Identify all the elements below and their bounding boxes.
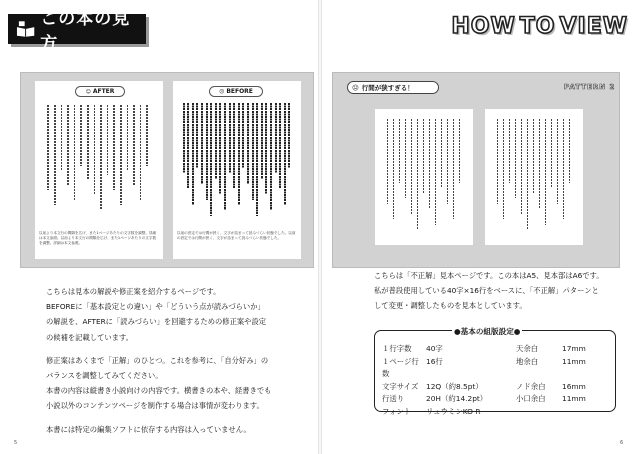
text-column <box>533 119 534 193</box>
text-column <box>80 105 82 166</box>
text-column <box>206 103 208 200</box>
title-word-1: HOW <box>451 14 516 39</box>
text-column <box>238 103 240 205</box>
text-column <box>417 119 418 230</box>
sample-spread-before-after <box>20 72 314 268</box>
text-column <box>94 105 96 195</box>
text-column <box>459 119 460 183</box>
header-badge-text: この本の見方 <box>40 9 131 54</box>
text-column <box>252 103 254 200</box>
before-text-columns <box>181 103 293 221</box>
text-column <box>270 103 272 210</box>
right-page-number: 6 <box>620 440 624 446</box>
text-column <box>233 103 235 189</box>
right-explanation: こちらは「不正解」見本ページです。この本はA5、見本部はA6です。 私が普段使用している40字×16行をベースに、「不正解」パターンと して変更・調整したものを見本としています。 <box>374 271 604 311</box>
text-column <box>67 105 69 185</box>
text-column <box>497 119 498 204</box>
before-note: 以前の設定では行間が狭く、文字が詰まって読みづらい状態でした。以前の設定では行間が狭く、文字が詰まって読みづらい状態でした。 <box>177 231 296 240</box>
text-column <box>447 119 448 204</box>
text-column <box>100 105 102 210</box>
text-column <box>435 119 436 225</box>
text-column <box>275 103 277 173</box>
text-column <box>551 119 552 188</box>
text-column <box>539 119 540 209</box>
text-column <box>521 119 522 214</box>
text-column <box>127 105 129 170</box>
before-sample-page <box>173 81 301 259</box>
text-column <box>120 105 122 205</box>
text-column <box>133 105 135 185</box>
left-explanation <box>46 284 316 445</box>
text-column <box>515 119 516 198</box>
left-paragraph-2: 修正案はあくまで「正解」のひとつ。これを参考に、「自分好み」の バランスを調整してみてください。 本書の内容は縦書き小説向けの内容です。横書きの本や、経書きでも 小説以外のコンテンツページを制作する場合は事情が変わります。 <box>46 355 272 411</box>
text-column <box>557 119 558 204</box>
pattern-sample-page-left <box>375 109 473 245</box>
open-book-icon <box>16 21 35 37</box>
text-column <box>509 119 510 183</box>
spec-title: ●基本の組版設定● <box>454 327 521 336</box>
spec-row: 行送り 20H（約14.2pt） 小口余白 11mm <box>382 394 586 403</box>
text-column <box>453 119 454 219</box>
text-column <box>215 103 217 179</box>
text-column <box>107 105 109 175</box>
spec-row: １ページ行数 16行 地余白 11mm <box>382 356 586 378</box>
text-column <box>387 119 388 204</box>
text-column <box>219 103 221 194</box>
text-column <box>265 103 267 194</box>
text-column <box>229 103 231 173</box>
text-column <box>196 103 198 168</box>
text-column <box>279 103 281 189</box>
text-column <box>74 105 76 200</box>
text-column <box>146 105 148 166</box>
text-column <box>284 103 286 205</box>
text-column <box>242 103 244 168</box>
text-column <box>183 103 185 173</box>
text-column <box>54 105 56 205</box>
after-label: ☺ AFTER <box>75 86 125 97</box>
spec-row: フォント リュウミンKO R <box>382 406 481 416</box>
text-column <box>61 105 63 170</box>
left-paragraph-3: 本書には特定の編集ソフトに依存する内容は入っていません。 <box>46 424 251 434</box>
text-column <box>140 105 142 200</box>
spec-table <box>382 343 612 418</box>
text-column <box>192 103 194 205</box>
after-note: 以前より本文行の間隔を広げ、また1ページあたりの文字数を調整。詳細は本文参照。以前より本文行の間隔を広げ、また1ページあたりの文字数を調整。詳細は本文参照。 <box>39 231 157 245</box>
text-column <box>569 119 570 183</box>
text-column <box>47 105 49 190</box>
left-page-number: 5 <box>14 440 18 446</box>
text-column <box>201 103 203 184</box>
text-column <box>187 103 189 189</box>
text-column <box>527 119 528 230</box>
sample-spread-pattern <box>332 72 620 268</box>
pattern-badge: ☹ 行間が狭すぎる！ <box>347 81 439 94</box>
text-column <box>411 119 412 214</box>
header-badge <box>8 9 146 54</box>
text-column <box>247 103 249 184</box>
left-paragraph-1: こちらは見本の解説や修正案を紹介するページです。 BEFOREに「基本設定との違い」や「どういう点が読みづらいか」 の解説を、AFTERに「読みづらい」を回避するための修正案や設定 の候補を記載しています。 <box>46 287 267 342</box>
book-gutter <box>318 0 322 454</box>
text-column <box>113 105 115 190</box>
title-word-3: VIEW <box>559 14 628 39</box>
text-column <box>256 103 258 216</box>
text-column <box>288 103 290 168</box>
text-column <box>405 119 406 198</box>
text-column <box>503 119 504 219</box>
text-column <box>224 103 226 210</box>
pattern-label: PATTERN 2 <box>564 83 616 91</box>
text-column <box>393 119 394 219</box>
title-word-2: TO <box>519 14 556 39</box>
spec-row: 文字サイズ 12Q（約8.5pt） ノド余白 16mm <box>382 381 586 391</box>
text-column <box>261 103 263 179</box>
spec-row: １行字数 40字 天余白 17mm <box>382 344 586 353</box>
text-column <box>441 119 442 188</box>
how-to-view-title <box>451 14 628 39</box>
before-label: ☹ BEFORE <box>209 86 263 97</box>
after-sample-page <box>35 81 163 259</box>
text-column <box>87 105 89 180</box>
text-column <box>563 119 564 219</box>
text-column <box>210 103 212 216</box>
sad-face-icon: ☹ <box>352 83 359 92</box>
text-column <box>545 119 546 225</box>
after-text-columns <box>45 105 153 215</box>
text-column <box>399 119 400 183</box>
text-column <box>429 119 430 209</box>
text-column <box>423 119 424 193</box>
pattern-sample-page-right <box>485 109 583 245</box>
